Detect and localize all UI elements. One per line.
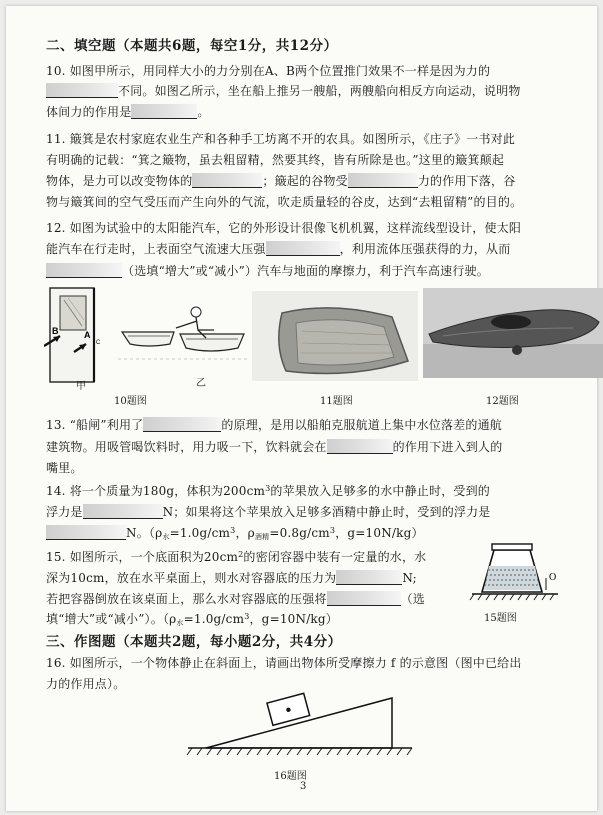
label-yi: 乙	[196, 378, 206, 389]
q15-line4: 填“增大”或“减小”）。（$\rho_水=1.0g/cm^3$，g=10N/kg）	[46, 612, 338, 627]
section-heading-drawing: 三、作图题（本题共2题，每小题2分，共4分）	[46, 634, 342, 650]
q11-line2: 有明确的记载：“箕之簸物，虽去粗留精，然要其终，皆有所除是也。”这里的簸箕颠起	[46, 153, 505, 167]
figure-15-container	[464, 542, 564, 604]
q16-line2: 力的作用点）。	[46, 677, 126, 691]
figure-10-boats	[118, 304, 248, 366]
page-number: 3	[300, 781, 307, 792]
answer-blank[interactable]	[327, 439, 393, 454]
q10-line3: 体间力的作用是 。	[46, 105, 210, 119]
block-on-incline	[267, 693, 310, 725]
q12-line3: （选填“增大”或“减小”）汽车与地面的摩擦力，利于汽车高速行驶。	[46, 262, 489, 279]
answer-blank[interactable]	[266, 241, 340, 256]
answer-blank[interactable]	[46, 525, 126, 540]
answer-blank[interactable]	[46, 83, 118, 98]
q14-line1: 14. 将一个质量为180g，体积为$200cm^3$的苹果放入足够多的水中静止时，受到的	[46, 484, 490, 498]
section-heading-fill-in: 二、填空题（本题共6题，每空1分，共12分）	[46, 38, 338, 54]
q12-line2: 能汽车在行走时，上表面空气流速大压强 ，利用流体压强获得的力，从而	[46, 242, 511, 256]
q10-line1: 10. 如图甲所示，用同样大小的力分别在A、B两个位置推门效果不一样是因为力的	[46, 64, 491, 78]
answer-blank[interactable]	[327, 591, 401, 606]
answer-blank[interactable]	[143, 417, 221, 432]
label-b: B	[52, 326, 59, 336]
answer-blank[interactable]	[46, 263, 122, 278]
answer-blank[interactable]	[192, 173, 262, 188]
q15-line2: 深为10cm，放在水平桌面上，则水对容器底的压力为 N;	[46, 571, 417, 585]
label-a: A	[84, 330, 91, 340]
answer-blank[interactable]	[83, 504, 163, 519]
q13-line2: 建筑物。用吸管喝饮料时，用力吸一下，饮料就会在 的作用下进入到人的	[46, 440, 503, 454]
q12-line1: 12. 如图为试验中的太阳能汽车，它的外形设计很像飞机机翼，这样流线型设计，使太阳	[46, 221, 522, 235]
q11-line1: 11. 簸箕是农村家庭农业生产和各种手工坊离不开的农具。如图所示，《庄子》一书对此	[46, 132, 516, 146]
figure-12-solar-car	[423, 288, 603, 378]
answer-blank[interactable]	[336, 570, 402, 585]
exam-page	[6, 6, 597, 811]
q10-line2: 不同。如图乙所示，坐在船上推另一艘船，两艘船向相反方向运动，说明物	[46, 82, 521, 99]
figure-16-incline[interactable]	[186, 682, 426, 762]
caption-fig15: 15题图	[484, 613, 517, 624]
caption-fig16: 16题图	[274, 771, 307, 782]
figure-10-door	[44, 286, 114, 386]
label-jia: 甲	[76, 381, 86, 392]
caption-fig11: 11题图	[320, 396, 353, 407]
caption-fig10: 10题图	[114, 396, 147, 407]
figure-11-winnowing-basket	[252, 291, 418, 381]
q11-line3: 物体，是力可以改变物体的 ；簸起的谷物受 力的作用下落，谷	[46, 174, 516, 188]
q14-line2: 浮力是 N；如果将这个苹果放入足够多酒精中静止时，受到的浮力是	[46, 505, 491, 519]
q16-line1: 16. 如图所示，一个物体静止在斜面上，请画出物体所受摩擦力 f 的示意图（图中已给出	[46, 656, 522, 670]
q14-line3: N。（$\rho_水=1.0g/cm^3$，$\rho_{酒精}=0.8g/cm^3$，g=10N/kg）	[46, 524, 424, 542]
caption-fig12: 12题图	[486, 396, 519, 407]
q13-line3: 嘴里。	[46, 461, 83, 475]
label-c: C	[96, 340, 101, 346]
answer-blank[interactable]	[131, 104, 197, 119]
q15-line3: 若把容器倒放在该桌面上，那么水对容器底的压强将 （选	[46, 592, 426, 606]
q13-line1: 13. “船闸”利用了 的原理，是用以船舶克服航道上集中水位落差的通航	[46, 418, 502, 432]
answer-blank[interactable]	[348, 173, 418, 188]
q15-line1: 15. 如图所示，一个底面积为$20cm^2$的密闭容器中装有一定量的水，水	[46, 550, 427, 564]
q11-line4: 物与簸箕间的空气受压而产生向外的气流，吹走质量轻的谷皮，达到“去粗留精”的目的。	[46, 195, 523, 209]
point-o-label: O	[549, 572, 557, 583]
